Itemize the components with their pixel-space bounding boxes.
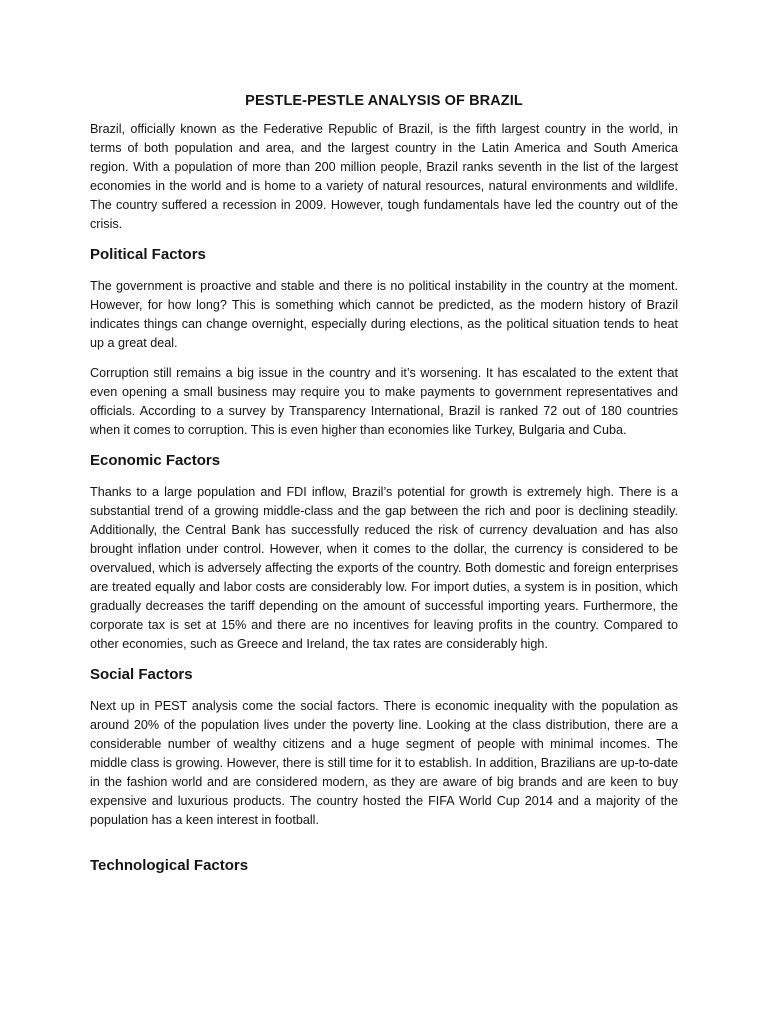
political-paragraph-2: Corruption still remains a big issue in the country and it’s worsening. It has escalated to the extent that even opening a small business may require you to make payments to government representatives and officials. According to a survey by Transparency International, Brazil is ranked 72 out of 180 countries when it comes to corruption. This is even higher than economies like Turkey, Bulgaria and Cuba.	[90, 366, 678, 437]
heading-economic-factors: Economic Factors	[90, 452, 221, 469]
social-paragraph-1: Next up in PEST analysis come the social factors. There is economic inequality with the population as around 20% of the population lives under the poverty line. Looking at the class distribution, there are a considerable number of wealthy citizens and a huge segment of people with minimal incomes. The middle class is growing. However, there is still time for it to establish. In addition, Brazilians are up-to-date in the fashion world and are considered modern, as they are aware of big brands and are keen to buy expensive and luxurious products. The country hosted the FIFA World Cup 2014 and a majority of the population has a keen interest in football.	[90, 699, 678, 827]
document-page	[90, 92, 678, 888]
heading-social-factors: Social Factors	[90, 666, 193, 683]
political-paragraph-1: The government is proactive and stable and there is no political instability in the country at the moment. However, for how long? This is something which cannot be predicted, as the modern history of Brazil indicates things can change overnight, especially during elections, as the political situation tends to heat up a great deal.	[90, 279, 678, 350]
document-title: PESTLE-PESTLE ANALYSIS OF BRAZIL	[245, 93, 523, 109]
heading-political-factors: Political Factors	[90, 246, 206, 263]
economic-paragraph-1: Thanks to a large population and FDI inflow, Brazil’s potential for growth is extremely high. There is a substantial trend of a growing middle-class and the gap between the rich and poor is declining steadily. Additionally, the Central Bank has successfully reduced the risk of currency devaluation and has also brought inflation under control. However, when it comes to the dollar, the currency is considered to be overvalued, which is adversely affecting the exports of the country. Both domestic and foreign enterprises are treated equally and labor costs are considerably low. For import duties, a system is in position, which gradually decreases the tariff depending on the amount of successful importing years. Furthermore, the corporate tax is set at 15% and there are no incentives for leaving profits in the country. Compared to other economies, such as Greece and Ireland, the tax rates are considerably high.	[90, 485, 678, 651]
heading-technological-factors: Technological Factors	[90, 857, 249, 874]
intro-paragraph: Brazil, officially known as the Federative Republic of Brazil, is the fifth largest country in the world, in terms of both population and area, and the largest country in the Latin America and South America region. With a population of more than 200 million people, Brazil ranks seventh in the list of the largest economies in the world and is home to a variety of natural resources, natural environments and wildlife. The country suffered a recession in 2009. However, tough fundamentals have led the country out of the crisis.	[90, 122, 678, 231]
